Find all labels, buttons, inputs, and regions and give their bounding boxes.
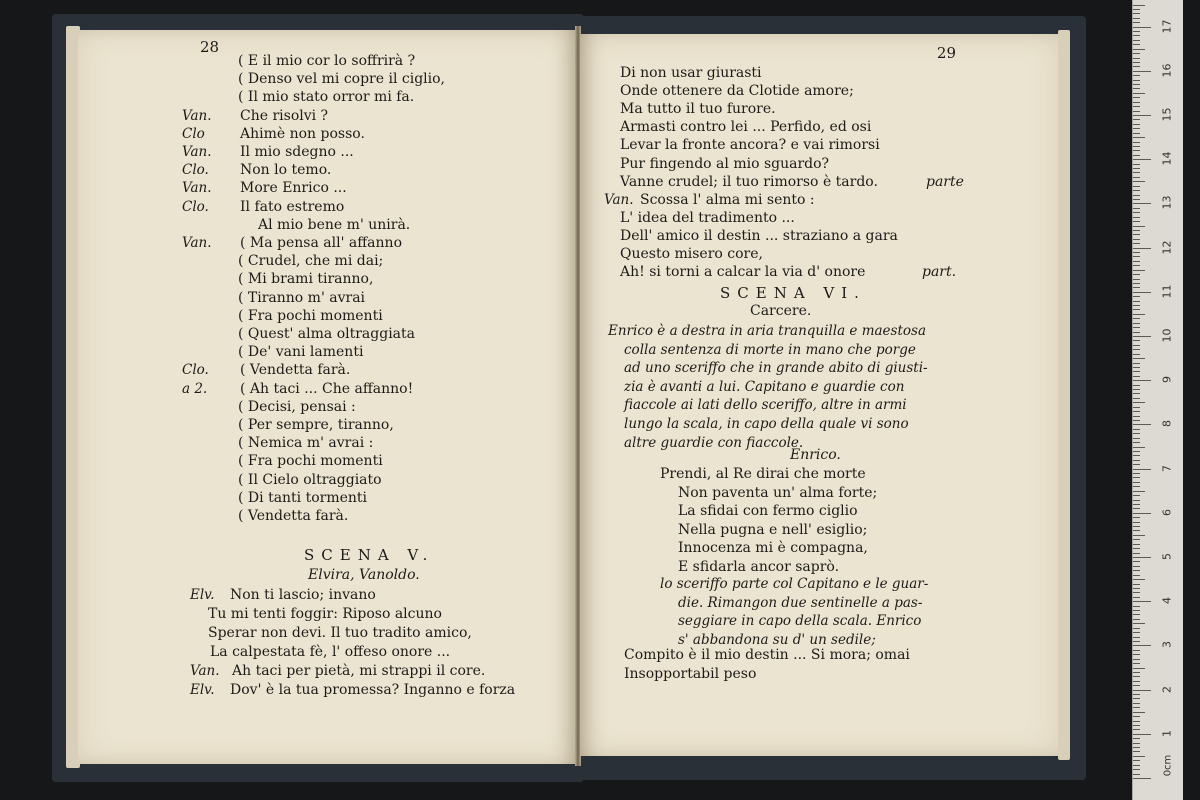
- ruler-tick: [1133, 66, 1140, 67]
- ruler-tick: [1133, 296, 1140, 297]
- stage-direction-line: Enrico è a destra in aria tranquilla e maestosa: [608, 323, 926, 339]
- dialogue-line: Questo misero core,: [620, 246, 763, 262]
- dialogue-line: Dov' è la tua promessa? Inganno e forza: [230, 682, 516, 698]
- ruler-tick: [1133, 654, 1140, 655]
- ruler-tick: [1133, 53, 1140, 54]
- dialogue-line: Ah taci per pietà, mi strappi il core.: [232, 663, 486, 679]
- ruler-tick: [1133, 491, 1145, 492]
- dialogue-line: ( Ah taci ... Che affanno!: [240, 380, 414, 397]
- dialogue-line: ( Vendetta farà.: [238, 508, 349, 524]
- speaker-label: Van.: [182, 107, 212, 124]
- ruler-tick: [1133, 31, 1140, 32]
- dialogue-line: ( Quest' alma oltraggiata: [238, 326, 415, 342]
- scene-heading-v: SCENA V.: [304, 546, 435, 564]
- ruler-tick: [1133, 645, 1151, 646]
- ruler-tick: [1133, 119, 1140, 120]
- dialogue-line: Il mio sdegno ...: [240, 144, 354, 160]
- ruler-tick: [1133, 5, 1145, 6]
- scene-cast: Elvira, Vanoldo.: [308, 567, 420, 583]
- ruler-tick: [1133, 650, 1140, 651]
- ruler-tick: [1133, 743, 1140, 744]
- stage-direction-line: lo sceriffo parte col Capitano e le guar-: [660, 576, 929, 592]
- dialogue-line: Insopportabil peso: [624, 666, 757, 682]
- ruler-tick: [1133, 22, 1140, 23]
- dialogue-line: L' idea del tradimento ...: [620, 209, 795, 226]
- ruler-tick: [1133, 751, 1140, 752]
- ruler-tick: [1133, 18, 1140, 19]
- ruler-tick: [1133, 88, 1140, 89]
- dialogue-line: ( Decisi, pensai :: [238, 398, 356, 415]
- ruler-tick: [1133, 513, 1151, 514]
- right-page: [580, 34, 1058, 756]
- ruler-tick: [1133, 212, 1140, 213]
- stage-direction-line: seggiare in capo della scala. Enrico: [678, 613, 922, 629]
- ruler-tick: [1133, 270, 1145, 271]
- ruler-tick: [1133, 371, 1140, 372]
- verse-line: Nella pugna e nell' esiglio;: [678, 521, 868, 538]
- ruler-tick: [1133, 535, 1145, 536]
- speaker-label: Van.: [182, 144, 212, 160]
- speaker-label: Clo.: [182, 198, 209, 215]
- ruler-tick: [1133, 614, 1140, 615]
- ruler-tick: [1133, 327, 1140, 328]
- ruler-tick: [1133, 318, 1140, 319]
- ruler-tick: [1133, 451, 1140, 452]
- ruler-tick: [1133, 566, 1140, 567]
- ruler-tick: [1133, 570, 1140, 571]
- ruler-tick: [1133, 385, 1140, 386]
- speaker-label: Van.: [604, 191, 634, 208]
- ruler-tick: [1133, 274, 1140, 275]
- ruler-tick: [1133, 592, 1140, 593]
- page-number-right: 29: [936, 44, 956, 62]
- ruler-tick: [1133, 305, 1140, 306]
- ruler-tick: [1133, 416, 1140, 417]
- ruler-number: 8: [1160, 420, 1174, 428]
- dialogue-line: ( De' vani lamenti: [238, 344, 364, 361]
- ruler-tick: [1133, 756, 1145, 757]
- stage-direction-line: zia è avanti a lui. Capitano e guardie con: [624, 378, 905, 395]
- ruler-tick: [1133, 398, 1140, 399]
- dialogue-line: Non ti lascio; invano: [230, 587, 376, 603]
- ruler-tick: [1133, 243, 1140, 244]
- ruler-tick: [1133, 530, 1140, 531]
- ruler-tick: [1133, 150, 1140, 151]
- ruler-tick: [1133, 703, 1140, 704]
- exit-note-parte: parte: [926, 173, 964, 190]
- ruler-tick: [1133, 584, 1140, 585]
- ruler-tick: [1133, 681, 1140, 682]
- ruler-number: 7: [1160, 464, 1174, 472]
- ruler-tick: [1133, 102, 1140, 103]
- dialogue-line: Il fato estremo: [240, 198, 345, 215]
- ruler-tick: [1133, 477, 1140, 478]
- ruler-tick: [1133, 619, 1140, 620]
- ruler-tick: [1133, 597, 1140, 598]
- ruler-tick: [1133, 261, 1140, 262]
- ruler-tick: [1133, 561, 1140, 562]
- ruler-tick: [1133, 146, 1140, 147]
- ruler-tick: [1133, 221, 1140, 222]
- ruler-tick: [1133, 606, 1140, 607]
- ruler-tick: [1133, 172, 1140, 173]
- speaker-label: Clo.: [182, 362, 209, 379]
- dialogue-line: Onde ottenere da Clotide amore;: [620, 83, 854, 100]
- ruler-tick: [1133, 111, 1140, 112]
- ruler-tick: [1133, 420, 1140, 421]
- ruler-tick: [1133, 760, 1140, 761]
- ruler-tick: [1133, 49, 1145, 50]
- ruler-tick: [1133, 429, 1140, 430]
- scene-heading-vi: SCENA VI.: [720, 284, 866, 302]
- ruler-tick: [1133, 58, 1140, 59]
- ruler-tick: [1133, 747, 1140, 748]
- dialogue-line: ( Fra pochi momenti: [238, 307, 383, 324]
- dialogue-line: ( Fra pochi momenti: [238, 453, 383, 470]
- ruler-tick: [1133, 106, 1140, 107]
- ruler-tick: [1133, 557, 1151, 558]
- ruler-tick: [1133, 186, 1140, 187]
- left-page: [78, 30, 576, 764]
- dialogue-line: Compito è il mio destin ... Si mora; omai: [624, 647, 910, 663]
- ruler-tick: [1133, 438, 1140, 439]
- ruler-tick: [1133, 553, 1140, 554]
- ruler-tick: [1133, 252, 1140, 253]
- ruler-tick: [1133, 314, 1145, 315]
- ruler-tick: [1133, 358, 1145, 359]
- ruler-tick: [1133, 71, 1151, 72]
- speaker-label: Van.: [182, 180, 212, 197]
- stage-direction-line: fiaccole ai lati dello sceriffo, altre in armi: [624, 397, 907, 414]
- ruler-tick: [1133, 694, 1140, 695]
- dialogue-line: ( Denso vel mi copre il ciglio,: [238, 71, 446, 88]
- ruler-tick: [1133, 239, 1140, 240]
- dialogue-line: La calpestata fè, l' offeso onore ...: [210, 644, 451, 660]
- ruler-tick: [1133, 447, 1145, 448]
- exit-note-part: part.: [922, 264, 957, 281]
- ruler-tick: [1133, 402, 1145, 403]
- ruler-tick: [1133, 407, 1140, 408]
- ruler-tick: [1133, 199, 1140, 200]
- verse-line: Prendi, al Re dirai che morte: [660, 466, 866, 482]
- dialogue-line: ( Nemica m' avrai :: [238, 435, 374, 452]
- ruler-tick: [1133, 137, 1145, 138]
- ruler-tick: [1133, 575, 1140, 576]
- ruler-tick: [1133, 40, 1140, 41]
- dialogue-line: Di non usar giurasti: [620, 65, 762, 81]
- dialogue-line: Levar la fronte ancora? e vai rimorsi: [620, 137, 880, 154]
- ruler-tick: [1133, 393, 1140, 394]
- ruler-tick: [1133, 774, 1140, 775]
- ruler-tick: [1133, 155, 1140, 156]
- ruler-tick: [1133, 641, 1140, 642]
- ruler-tick: [1133, 464, 1140, 465]
- ruler-tick: [1133, 203, 1151, 204]
- speaker-label: a 2.: [182, 380, 208, 397]
- ruler-tick: [1133, 637, 1140, 638]
- ruler-number: 1: [1160, 729, 1174, 737]
- ruler-tick: [1133, 690, 1151, 691]
- dialogue-line: ( Il Cielo oltraggiato: [238, 471, 382, 488]
- ruler-tick: [1133, 13, 1140, 14]
- ruler-tick: [1133, 769, 1140, 770]
- ruler-number: 9: [1160, 376, 1174, 384]
- ruler-tick: [1133, 672, 1140, 673]
- ruler-tick: [1133, 287, 1140, 288]
- ruler-tick: [1133, 712, 1145, 713]
- ruler-tick: [1133, 27, 1151, 28]
- ruler-tick: [1133, 659, 1140, 660]
- dialogue-line: Non lo temo.: [240, 162, 332, 179]
- ruler-tick: [1133, 411, 1140, 412]
- ruler-number: 16: [1160, 63, 1174, 78]
- ruler-tick: [1133, 707, 1140, 708]
- dialogue-line: Armasti contro lei ... Perfido, ed osi: [620, 119, 872, 136]
- ruler-tick: [1133, 482, 1140, 483]
- ruler-tick: [1133, 460, 1140, 461]
- ruler-tick: [1133, 579, 1145, 580]
- ruler-tick: [1133, 208, 1140, 209]
- dialogue-line: Sperar non devi. Il tuo tradito amico,: [208, 625, 472, 641]
- ruler-tick: [1133, 301, 1140, 302]
- ruler-tick: [1133, 455, 1140, 456]
- ruler-tick: [1133, 367, 1140, 368]
- ruler-tick: [1133, 97, 1140, 98]
- ruler-tick: [1133, 725, 1140, 726]
- ruler-tick: [1133, 93, 1145, 94]
- ruler-tick: [1133, 133, 1140, 134]
- dialogue-line: Ahimè non posso.: [240, 125, 365, 142]
- ruler-tick: [1133, 292, 1151, 293]
- stage-direction-line: s' abbandona su d' un sedile;: [678, 631, 876, 648]
- ruler-tick: [1133, 62, 1140, 63]
- ruler-tick: [1133, 504, 1140, 505]
- ruler-number: 13: [1160, 195, 1174, 210]
- ruler-tick: [1133, 309, 1140, 310]
- ruler-tick: [1133, 685, 1140, 686]
- ruler-tick: [1133, 721, 1140, 722]
- scene-place: Carcere.: [750, 303, 812, 319]
- ruler-tick: [1133, 226, 1145, 227]
- ruler-number: 14: [1160, 151, 1174, 166]
- ruler-tick: [1133, 9, 1140, 10]
- ruler-tick: [1133, 234, 1140, 235]
- ruler-tick: [1133, 588, 1140, 589]
- ruler-tick: [1133, 363, 1140, 364]
- ruler-tick: [1133, 75, 1140, 76]
- ruler-tick: [1133, 84, 1140, 85]
- ruler-number: 2: [1160, 685, 1174, 693]
- ruler-tick: [1133, 544, 1140, 545]
- speaker-label: Elv.: [190, 682, 215, 698]
- ruler-tick: [1133, 217, 1140, 218]
- dialogue-line: ( Vendetta farà.: [240, 362, 351, 379]
- ruler-tick: [1133, 539, 1140, 540]
- verse-line: E sfidarla ancor saprò.: [678, 558, 840, 575]
- dialogue-line: ( Il mio stato orror mi fa.: [238, 89, 415, 106]
- ruler-tick: [1133, 340, 1140, 341]
- ruler-tick: [1133, 323, 1140, 324]
- dialogue-line: ( Per sempre, tiranno,: [238, 417, 394, 433]
- ruler-tick: [1133, 738, 1140, 739]
- dialogue-line: ( Mi brami tiranno,: [238, 271, 374, 288]
- ruler-number: 10: [1160, 328, 1174, 343]
- ruler-tick: [1133, 159, 1151, 160]
- ruler-tick: [1133, 548, 1140, 549]
- ruler-tick: [1133, 601, 1151, 602]
- ruler-tick: [1133, 283, 1140, 284]
- ruler-tick: [1133, 354, 1140, 355]
- dialogue-line: ( E il mio cor lo soffrirà ?: [238, 53, 416, 69]
- ruler-tick: [1133, 115, 1151, 116]
- verse-line: La sfidai con fermo ciglio: [678, 503, 858, 519]
- ruler-number: 6: [1160, 508, 1174, 516]
- dialogue-line: Scossa l' alma mi sento :: [640, 191, 815, 208]
- dialogue-line: ( Di tanti tormenti: [238, 489, 368, 506]
- dialogue-line: Vanne crudel; il tuo rimorso è tardo.: [620, 173, 878, 190]
- ruler-tick: [1133, 142, 1140, 143]
- verse-line: Innocenza mi è compagna,: [678, 540, 868, 556]
- stage-direction-line: die. Rimangon due sentinelle a pas-: [678, 594, 923, 611]
- stage-direction-line: lungo la scala, in capo della quale vi sono: [624, 416, 909, 432]
- page-edges-right: [1058, 30, 1070, 760]
- dialogue-line: More Enrico ...: [240, 180, 347, 197]
- ruler-tick: [1133, 778, 1151, 779]
- ruler-tick: [1133, 336, 1151, 337]
- ruler-tick: [1133, 765, 1140, 766]
- speaker-label-enrico: Enrico.: [790, 447, 841, 463]
- ruler-tick: [1133, 716, 1140, 717]
- ruler-tick: [1133, 500, 1140, 501]
- speaker-label: Van.: [190, 663, 220, 679]
- ruler-tick: [1133, 80, 1140, 81]
- dialogue-line: ( Tiranno m' avrai: [238, 289, 366, 306]
- dialogue-line: Che risolvi ?: [240, 107, 329, 124]
- dialogue-line: Dell' amico il destin ... straziano a gara: [620, 227, 898, 244]
- ruler-number: 12: [1160, 240, 1174, 255]
- ruler-tick: [1133, 473, 1140, 474]
- ruler-tick: [1133, 522, 1140, 523]
- ruler-unit: 0cm: [1162, 754, 1174, 777]
- ruler-tick: [1133, 517, 1140, 518]
- dialogue-line: Al mio bene m' unirà.: [258, 216, 411, 233]
- ruler-tick: [1133, 181, 1145, 182]
- ruler-tick: [1133, 256, 1140, 257]
- ruler-tick: [1133, 389, 1140, 390]
- ruler-tick: [1133, 610, 1140, 611]
- ruler-tick: [1133, 469, 1151, 470]
- ruler-tick: [1133, 177, 1140, 178]
- ruler-tick: [1133, 279, 1140, 280]
- ruler-tick: [1133, 376, 1140, 377]
- ruler-tick: [1133, 168, 1140, 169]
- speaker-label: Clo.: [182, 162, 209, 179]
- ruler-tick: [1133, 124, 1140, 125]
- ruler-number: 15: [1160, 107, 1174, 122]
- ruler-number: 4: [1160, 597, 1174, 605]
- ruler-tick: [1133, 230, 1140, 231]
- verse-line: Non paventa un' alma forte;: [678, 484, 878, 501]
- ruler-tick: [1133, 128, 1140, 129]
- speaker-label: Van.: [182, 235, 212, 251]
- dialogue-line: ( Crudel, che mi dai;: [238, 253, 384, 270]
- ruler-tick: [1133, 676, 1140, 677]
- ruler-tick: [1133, 526, 1140, 527]
- dialogue-line: Tu mi tenti foggir: Riposo alcuno: [208, 606, 442, 622]
- ruler-tick: [1133, 164, 1140, 165]
- ruler-tick: [1133, 248, 1151, 249]
- ruler-tick: [1133, 623, 1145, 624]
- ruler-tick: [1133, 486, 1140, 487]
- ruler-number: 5: [1160, 553, 1174, 560]
- dialogue-line: ( Ma pensa all' affanno: [240, 235, 402, 251]
- ruler-number: 3: [1160, 641, 1174, 649]
- ruler-tick: [1133, 190, 1140, 191]
- ruler-tick: [1133, 734, 1151, 735]
- stage-direction-line: ad uno sceriffo che in grande abito di giusti-: [624, 360, 928, 377]
- ruler-tick: [1133, 195, 1140, 196]
- ruler-tick: [1133, 632, 1140, 633]
- ruler-tick: [1133, 628, 1140, 629]
- speaker-label: Elv.: [190, 587, 215, 603]
- ruler-number: 11: [1160, 284, 1174, 299]
- speaker-label: Clo: [182, 125, 205, 142]
- ruler-tick: [1133, 442, 1140, 443]
- ruler-tick: [1133, 332, 1140, 333]
- dialogue-line: Ah! si torni a calcar la via d' onore: [620, 264, 866, 281]
- ruler-tick: [1133, 349, 1140, 350]
- ruler-tick: [1133, 35, 1140, 36]
- ruler-tick: [1133, 44, 1140, 45]
- ruler-tick: [1133, 380, 1151, 381]
- dialogue-line: Pur fingendo al mio sguardo?: [620, 155, 830, 172]
- ruler-number: 17: [1160, 19, 1174, 34]
- ruler-tick: [1133, 495, 1140, 496]
- ruler-tick: [1133, 729, 1140, 730]
- ruler-tick: [1133, 345, 1140, 346]
- ruler-tick: [1133, 424, 1151, 425]
- stage-direction-line: colla sentenza di morte in mano che porge: [624, 341, 916, 358]
- ruler-tick: [1133, 433, 1140, 434]
- ruler-tick: [1133, 265, 1140, 266]
- dialogue-line: Ma tutto il tuo furore.: [620, 101, 776, 118]
- ruler-tick: [1133, 668, 1145, 669]
- ruler-tick: [1133, 663, 1140, 664]
- ruler-tick: [1133, 508, 1140, 509]
- page-number-left: 28: [200, 38, 220, 56]
- stage-direction-line: altre guardie con fiaccole.: [624, 434, 804, 451]
- measuring-ruler: [1132, 0, 1183, 800]
- ruler-tick: [1133, 698, 1140, 699]
